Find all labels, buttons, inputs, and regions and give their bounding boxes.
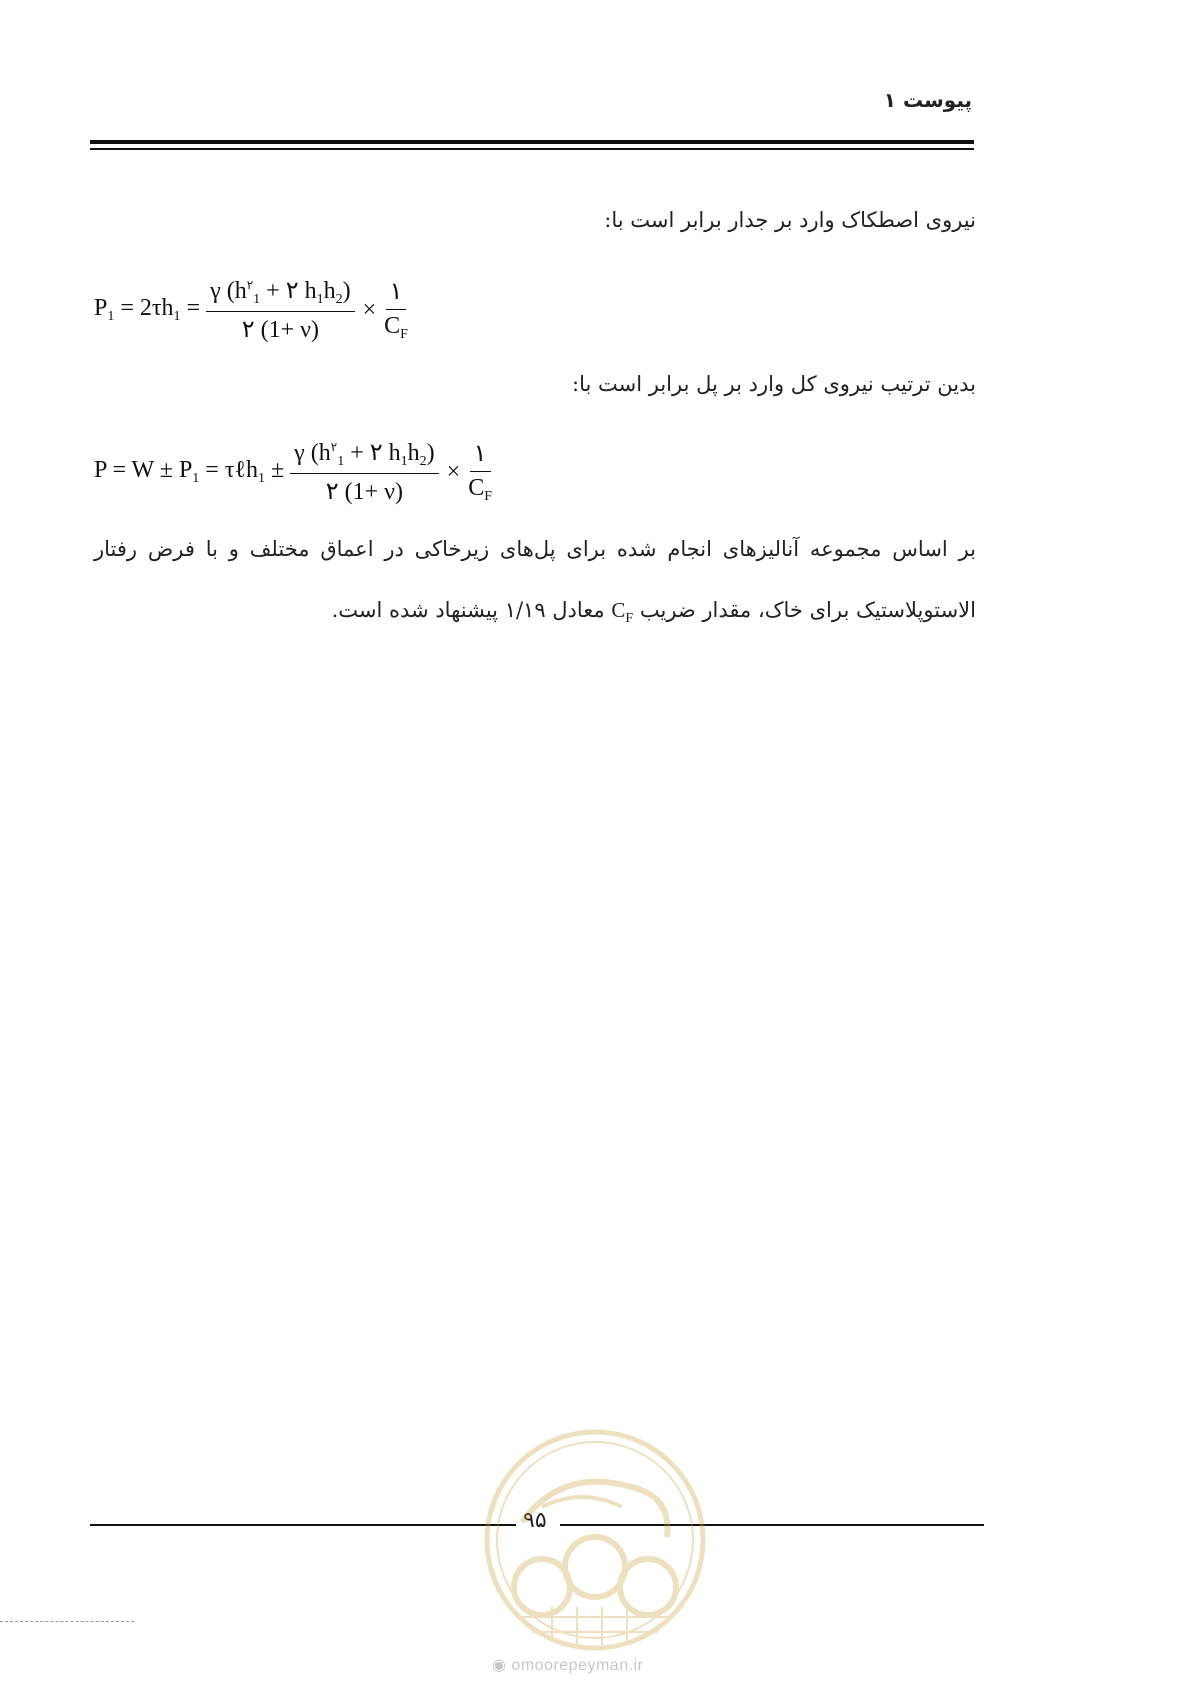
equation-fraction-cf	[468, 439, 492, 505]
fraction-numerator: γ ($h^۲_1$ + ۲ $h_1h_2$)	[290, 438, 439, 474]
paragraph-analysis-line1: بر اساس مجموعه آنالیزهای انجام شده برای پل‌های زیرخاکی در اعماق مختلف و با فرض رفتار	[94, 537, 976, 561]
footer-rule-left	[90, 1524, 516, 1526]
times-symbol: ×	[446, 458, 461, 485]
equation-lhs: $P = W \pm P_1$ = τℓh$_1$ ±	[94, 457, 285, 486]
fraction-numerator: ۱	[470, 439, 491, 472]
header-rule-thick	[90, 140, 974, 144]
fraction-denominator: $C_F$	[384, 313, 408, 342]
fraction-numerator: γ ($h^۲_1$ + ۲ $h_1h_2$)	[206, 276, 355, 312]
scan-artifact-dash	[0, 1621, 134, 1622]
equation-fraction	[290, 438, 439, 506]
paragraph-total-force: بدین ترتیب نیروی کل وارد بر پل برابر است با:	[572, 372, 976, 396]
times-symbol: ×	[362, 296, 377, 323]
header-rule-thin	[90, 148, 974, 150]
paragraph-analysis-line2: الاستوپلاستیک برای خاک، مقدار ضریب $C_F$ معادل ۱/۱۹ پیشنهاد شده است.	[331, 598, 976, 626]
globe-icon: ◉	[492, 1657, 507, 1674]
fraction-denominator: ۲ (1+ ν)	[241, 317, 319, 343]
page-number: ۹۵	[523, 1508, 547, 1533]
fraction-denominator: $C_F$	[468, 475, 493, 504]
watermark-url: ◉ omoorepeyman.ir	[492, 1657, 644, 1674]
equation-friction-force	[94, 276, 414, 344]
equation-total-force	[94, 438, 498, 506]
fraction-denominator: ۲ (1+ ν)	[325, 479, 404, 505]
fraction-numerator: ۱	[386, 277, 407, 310]
equation-fraction	[206, 276, 355, 344]
watermark-stamp-logo	[482, 1427, 708, 1653]
equation-lhs: $P_1 = 2\tau h_1$ =	[94, 295, 201, 324]
page-header-title: پیوست ۱	[883, 88, 972, 112]
equation-fraction-cf	[384, 277, 408, 343]
paragraph-friction-force: نیروی اصطکاک وارد بر جدار برابر است با:	[604, 208, 976, 232]
